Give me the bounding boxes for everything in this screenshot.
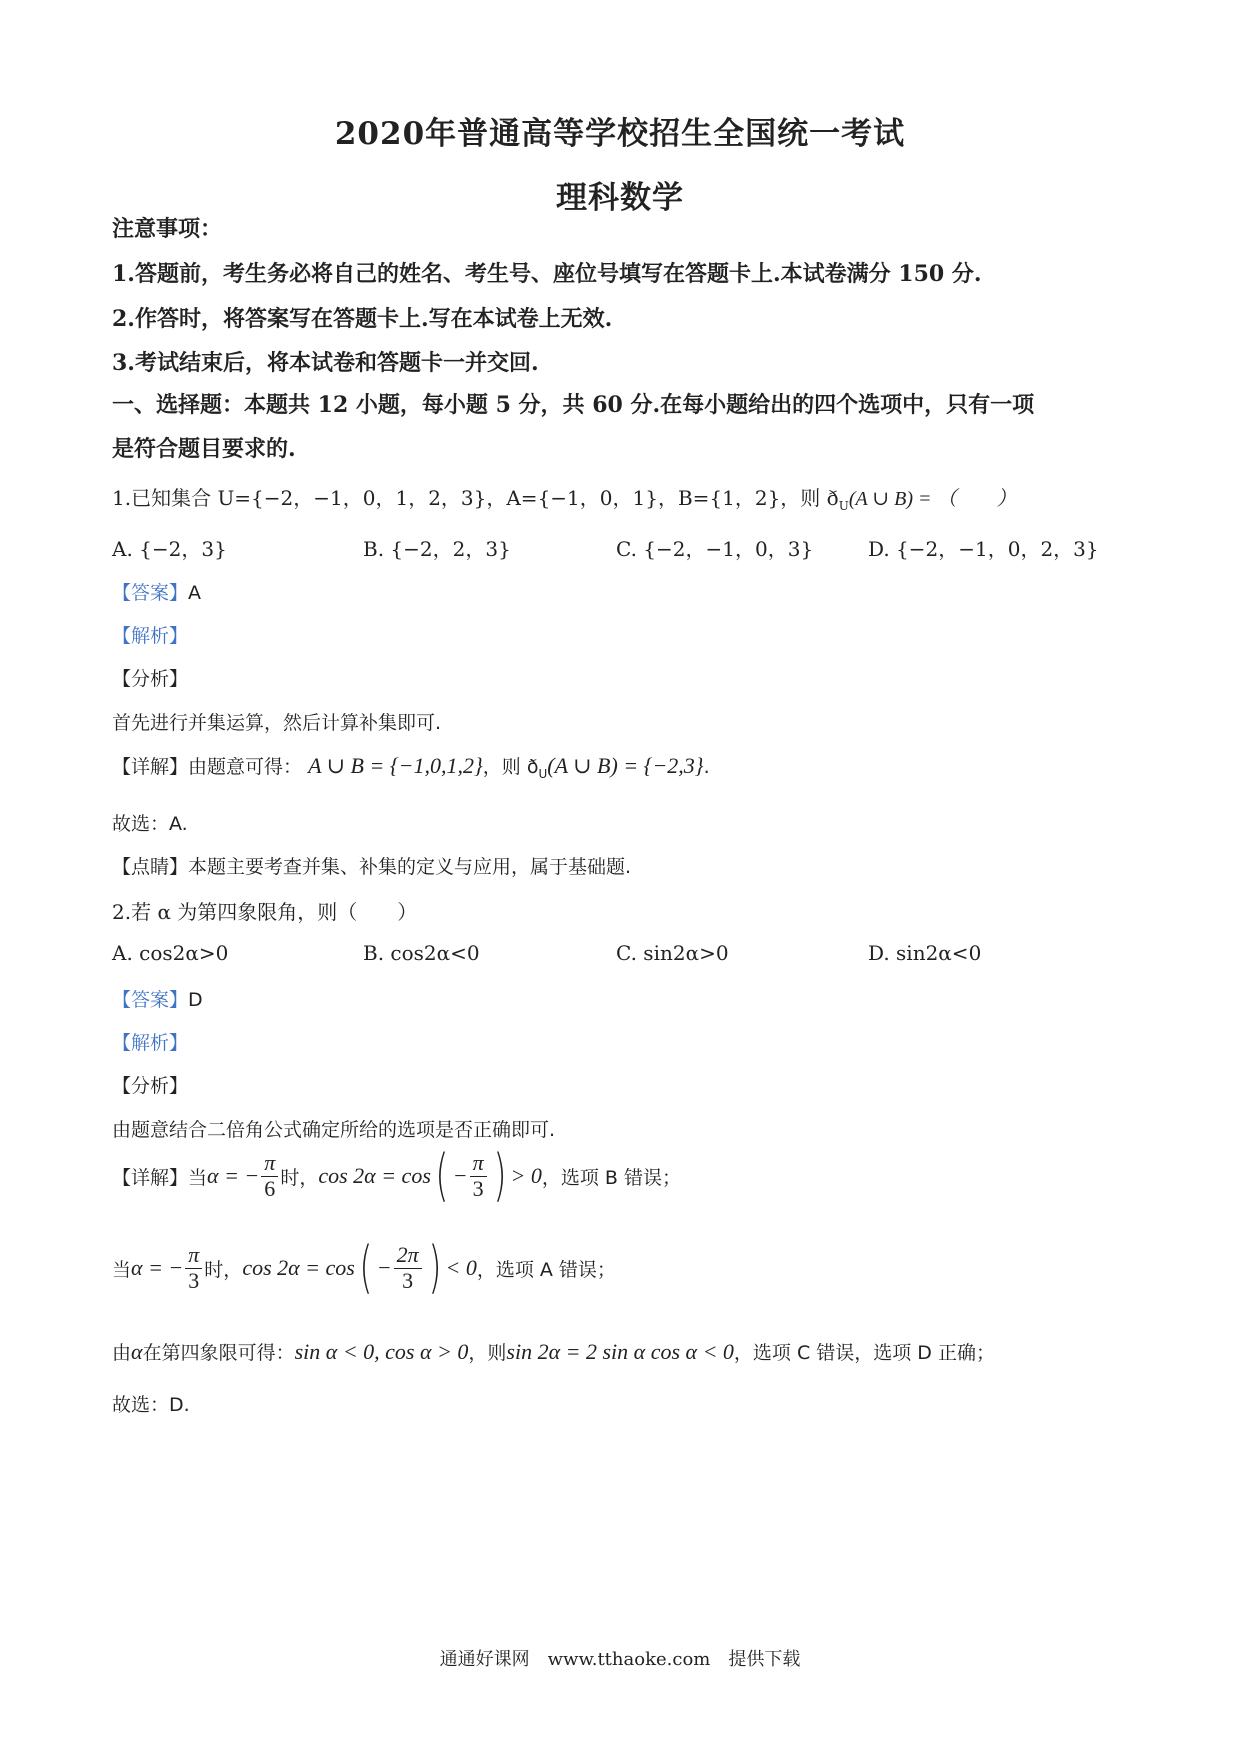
q1-option-b: B. {−2，2，3} — [363, 537, 511, 561]
left-paren: ( — [435, 1143, 449, 1208]
q1-choice: 故选：A. — [112, 813, 188, 835]
q2-choice: 故选：D. — [112, 1394, 190, 1416]
q2-option-b: B. cos2α<0 — [363, 941, 480, 965]
q2-detail-line1: 【详解】 当 α = − $\frac{\pi}{6}$ 时， cos 2α = cos ( − $\frac{\pi}{3}$ ) > 0 ，选项 B 错误； — [112, 1143, 681, 1208]
fraction: $\frac{\pi}{6}$ — [261, 1151, 278, 1200]
right-paren: ) — [427, 1235, 442, 1300]
q2-fenxi-label: 【分析】 — [112, 1075, 189, 1097]
section-heading-line1: 一、选择题：本题共 12 小题，每小题 5 分，共 60 分.在每小题给出的四个选项中，只有一项 — [112, 392, 1035, 418]
q1-dianjing: 【点睛】本题主要考查并集、补集的定义与应用，属于基础题. — [112, 856, 632, 878]
fraction: $\frac{\pi}{3}$ — [185, 1243, 202, 1292]
q1-option-d: D. {−2，−1，0，2，3} — [868, 537, 1099, 561]
right-paren: ) — [492, 1143, 507, 1208]
section-heading-line2: 是符合题目要求的. — [112, 436, 296, 462]
q1-stem: 1.已知集合 U={−2，−1，0，1，2，3}，A={−1，0，1}，B={1，2}，则 $ð_U(A$ ∪ B) = （ ） — [112, 486, 1017, 513]
q1-answer: 【答案】A — [112, 582, 202, 604]
q2-stem: 2.若 α 为第四象限角，则（ ） — [112, 900, 418, 924]
notice-item-1: 1.答题前，考生务必将自己的姓名、考生号、座位号填写在答题卡上.本试卷满分 150 分. — [112, 261, 982, 287]
fraction: $\frac{2\pi}{3}$ — [394, 1243, 422, 1292]
exam-subject: 理科数学 — [556, 180, 684, 216]
q2-fenxi-text: 由题意结合二倍角公式确定所给的选项是否正确即可. — [112, 1119, 556, 1141]
q1-option-a: A. {−2，3} — [112, 537, 227, 561]
q2-option-c: C. sin2α>0 — [616, 941, 729, 965]
q2-analysis-label: 【解析】 — [112, 1032, 189, 1054]
q1-option-c: C. {−2，−1，0，3} — [616, 537, 814, 561]
notice-heading: 注意事项： — [112, 216, 223, 242]
exam-title: 2020年普通高等学校招生全国统一考试 — [334, 116, 906, 152]
q1-analysis-label: 【解析】 — [112, 625, 189, 647]
notice-item-2: 2.作答时，将答案写在答题卡上.写在本试卷上无效. — [112, 306, 613, 332]
q2-option-a: A. cos2α>0 — [112, 941, 229, 965]
q2-detail-line2: 当 α = − $\frac{\pi}{3}$ 时， cos 2α = cos ( − $\frac{2\pi}{3}$ ) < 0 ，选项 A 错误； — [112, 1235, 616, 1300]
q1-fenxi-text: 首先进行并集运算，然后计算补集即可. — [112, 712, 442, 734]
fraction: $\frac{\pi}{3}$ — [470, 1151, 487, 1200]
left-paren: ( — [359, 1235, 373, 1300]
q1-fenxi-label: 【分析】 — [112, 668, 189, 690]
notice-item-3: 3.考试结束后，将本试卷和答题卡一并交回. — [112, 350, 539, 376]
q2-answer: 【答案】D — [112, 989, 203, 1011]
q2-detail-line3: 由α在第四象限可得：sin α < 0, cos α > 0，则sin 2α = 2 sin α cos α < 0，选项 C 错误，选项 D 正确； — [112, 1339, 995, 1364]
q2-option-d: D. sin2α<0 — [868, 941, 982, 965]
page-footer: 通通好课网 www.tthaoke.com 提供下载 — [439, 1649, 801, 1670]
q1-detail: 【详解】由题意可得： A ∪ B = {−1,0,1,2}，则 $ð_U(A$ ∪ B) = {−2,3}. — [112, 753, 710, 781]
